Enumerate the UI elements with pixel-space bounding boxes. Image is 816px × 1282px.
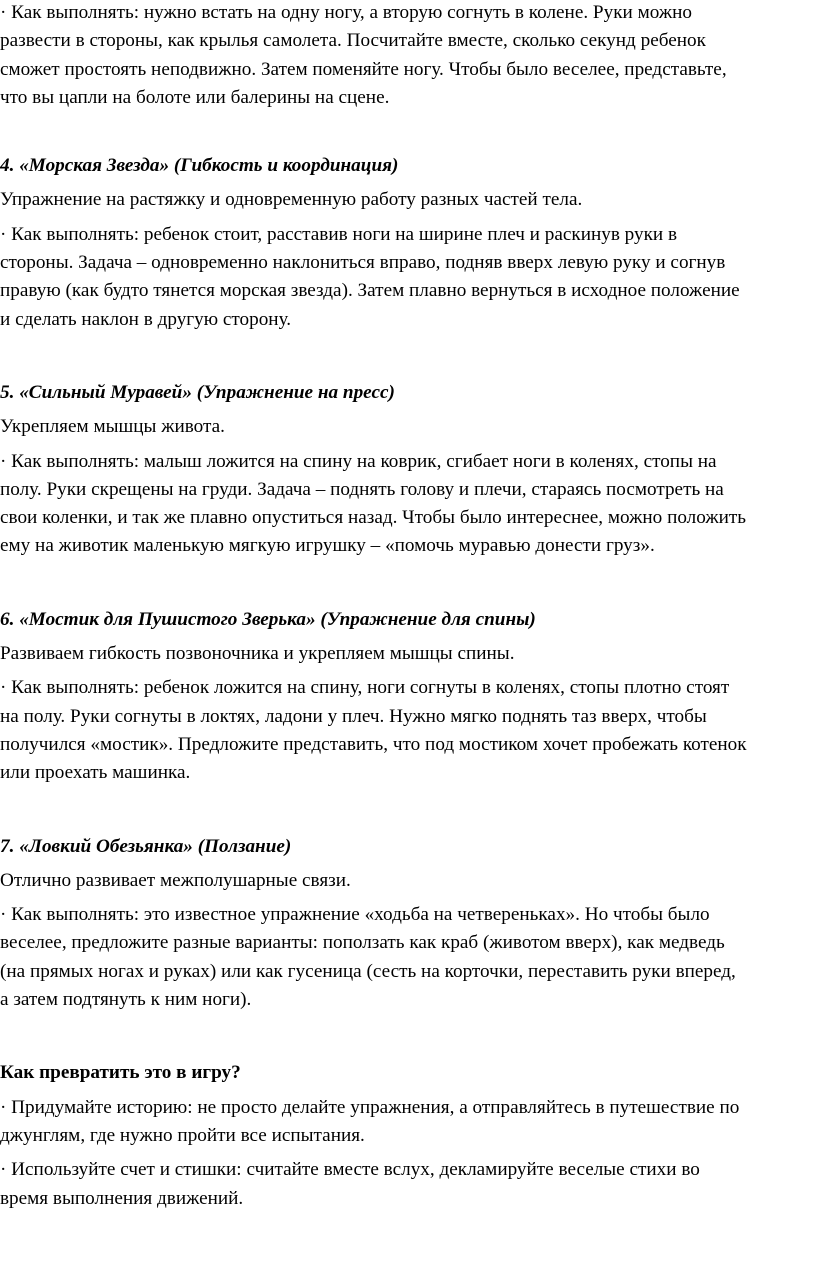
tip-line: джунглям, где нужно пройти все испытания.: [0, 1124, 365, 1146]
intro-line: развести в стороны, как крылья самолета. Посчитайте вместе, сколько секунд ребенок: [0, 30, 706, 52]
tip-line: время выполнения движений.: [0, 1187, 244, 1209]
howto-line: получился «мостик». Предложите представить, что под мостиком хочет пробежать котенок: [0, 733, 747, 755]
section-heading: 4. «Морская Звезда» (Гибкость и координация): [0, 155, 399, 177]
howto-line: свои коленки, и так же плавно опуститься назад. Чтобы было интереснее, можно положить: [0, 507, 747, 529]
intro-line: сможет простоять неподвижно. Затем поменяйте ногу. Чтобы было веселее, представьте,: [0, 58, 727, 80]
intro-line: · Как выполнять: нужно встать на одну ногу, а вторую согнуть в колене. Руки можно: [0, 2, 692, 23]
intro-line: что вы цапли на болоте или балерины на сцене.: [0, 86, 390, 108]
section-4: [0, 152, 816, 334]
howto-line: правую (как будто тянется морская звезда). Затем плавно вернуться в исходное положение: [0, 280, 740, 302]
section-howto: [0, 901, 816, 1014]
intro-paragraph: [0, 0, 816, 112]
howto-line: · Как выполнять: ребенок ложится на спину, ноги согнуты в коленях, стопы плотно стоят: [0, 677, 730, 699]
spacer: [0, 334, 816, 379]
game-heading: Как превратить это в игру?: [0, 1062, 241, 1084]
section-howto: [0, 674, 816, 787]
howto-line: полу. Руки скрещены на груди. Задача – поднять голову и плечи, стараясь посмотреть на: [0, 478, 724, 500]
howto-line: (на прямых ногах и руках) или как гусеница (сесть на корточки, переставить руки вперед,: [0, 960, 736, 982]
section-howto: [0, 448, 816, 561]
section-summary: Развиваем гибкость позвоночника и укрепляем мышцы спины.: [0, 643, 515, 665]
spacer: [0, 561, 816, 606]
howto-line: стороны. Задача – одновременно наклониться вправо, подняв вверх левую руку и согнув: [0, 252, 726, 274]
howto-line: и сделать наклон в другую сторону.: [0, 308, 292, 330]
section-heading: 6. «Мостик для Пушистого Зверька» (Упражнение для спины): [0, 608, 536, 630]
game-tip: [0, 1094, 816, 1151]
tip-line: · Придумайте историю: не просто делайте упражнения, а отправляйтесь в путешествие по: [0, 1096, 740, 1118]
howto-line: на полу. Руки согнуты в локтях, ладони у плеч. Нужно мягко поднять таз вверх, чтобы: [0, 705, 707, 727]
tip-line: · Используйте счет и стишки: считайте вместе вслух, декламируйте веселые стихи во: [0, 1159, 700, 1181]
section-6: [0, 606, 816, 788]
section-heading: 7. «Ловкий Обезьянка» (Ползание): [0, 835, 292, 857]
game-tip: [0, 1156, 816, 1213]
spacer: [0, 112, 816, 152]
section-summary: Отлично развивает межполушарные связи.: [0, 869, 351, 891]
howto-line: а затем подтянуть к ним ноги).: [0, 989, 252, 1011]
section-summary: Укрепляем мышцы живота.: [0, 416, 225, 438]
section-howto: [0, 221, 816, 334]
section-summary: Упражнение на растяжку и одновременную работу разных частей тела.: [0, 189, 583, 211]
howto-line: ему на животик маленькую мягкую игрушку – «помочь муравью донести груз».: [0, 535, 655, 557]
spacer: [0, 1014, 816, 1059]
howto-line: веселее, предложите разные варианты: поползать как краб (животом вверх), как медведь: [0, 932, 725, 954]
section-heading: 5. «Сильный Муравей» (Упражнение на пресс): [0, 381, 395, 403]
howto-line: · Как выполнять: малыш ложится на спину на коврик, сгибает ноги в коленях, стопы на: [0, 450, 717, 472]
spacer: [0, 788, 816, 833]
howto-line: или проехать машинка.: [0, 762, 191, 784]
game-section: [0, 1059, 816, 1212]
section-5: [0, 379, 816, 561]
howto-line: · Как выполнять: это известное упражнение «ходьба на четвереньках». Но чтобы было: [0, 904, 710, 926]
howto-line: · Как выполнять: ребенок стоит, расставив ноги на ширине плеч и раскинув руки в: [0, 223, 678, 245]
section-7: [0, 833, 816, 1015]
